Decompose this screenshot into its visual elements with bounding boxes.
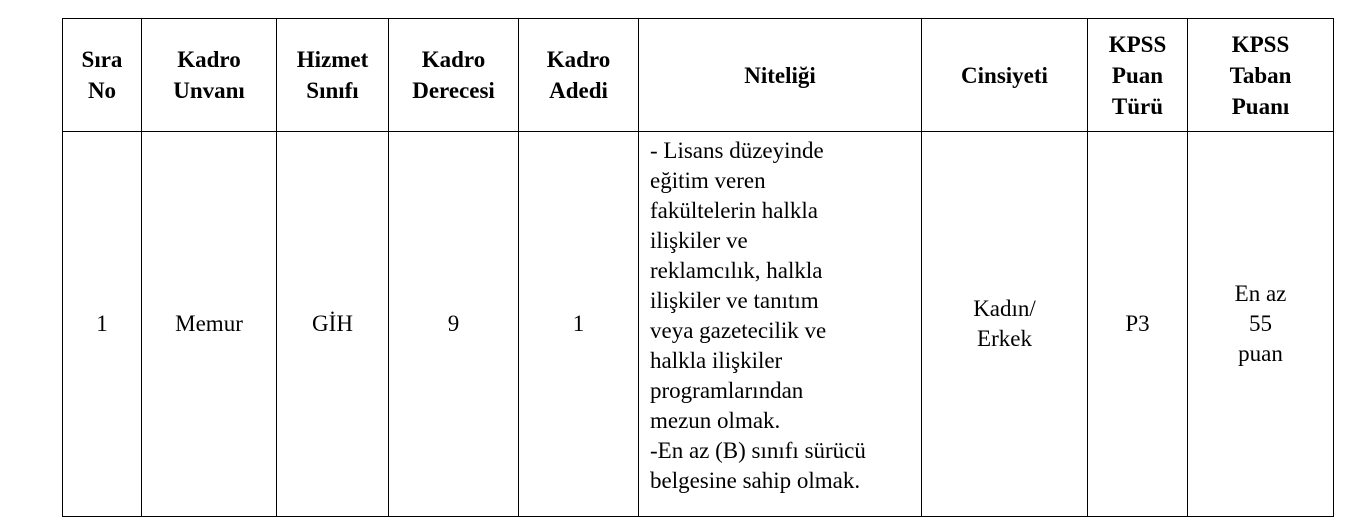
niteligi-line: - Lisans düzeyinde [650, 138, 824, 163]
cell-kadro-adedi: 1 [519, 132, 639, 517]
table-row [63, 132, 1334, 517]
header-line: Sıra [81, 47, 123, 72]
niteligi-line: reklamcılık, halkla [650, 258, 823, 283]
header-line: Kadro [177, 47, 241, 72]
cell-hizmet-sinifi: GİH [277, 132, 389, 517]
header-niteligi [639, 19, 922, 132]
header-line: Puan [1111, 62, 1164, 88]
header-kadro-adedi [519, 19, 639, 132]
header-line: Türü [1111, 93, 1164, 119]
cell-kpss-taban-puani [1188, 132, 1334, 517]
header-line: KPSS [1108, 31, 1167, 57]
header-kpss-puan-turu [1088, 19, 1188, 132]
cell-kpss-puan-turu: P3 [1088, 132, 1188, 517]
cell-kadro-unvani: Memur [142, 132, 277, 517]
header-line: Sınıfı [306, 78, 359, 103]
taban-puani-line: En az [1234, 281, 1287, 306]
niteligi-line: ilişkiler ve [650, 228, 748, 253]
cell-kadro-derecesi: 9 [389, 132, 519, 517]
header-line: No [87, 78, 117, 103]
cinsiyeti-line: Kadın/ [973, 296, 1036, 321]
header-line: Kadro [421, 47, 486, 72]
niteligi-line: mezun olmak. [650, 408, 781, 433]
cell-niteligi [639, 132, 922, 517]
header-kadro-derecesi [389, 19, 519, 132]
niteligi-line: belgesine sahip olmak. [650, 468, 861, 493]
header-cinsiyeti [922, 19, 1088, 132]
header-row [63, 19, 1334, 132]
cell-cinsiyeti [922, 132, 1088, 517]
header-kadro-unvani [142, 19, 277, 132]
cinsiyeti-line: Erkek [977, 326, 1032, 351]
header-line: Derecesi [412, 78, 495, 103]
header-line: Adedi [549, 78, 608, 103]
header-line: Hizmet [296, 47, 369, 72]
header-hizmet-sinifi [277, 19, 389, 132]
niteligi-line: fakültelerin halkla [650, 198, 818, 223]
header-line: KPSS [1231, 31, 1290, 57]
header-line: Unvanı [173, 78, 245, 103]
niteligi-line: -En az (B) sınıfı sürücü [650, 438, 866, 463]
header-line: Kadro [546, 47, 611, 72]
header-line: Puanı [1231, 93, 1290, 119]
kadro-table [62, 18, 1334, 517]
header-line: Niteliği [744, 62, 816, 88]
niteligi-line: eğitim veren [650, 168, 766, 193]
niteligi-line: veya gazetecilik ve [650, 318, 827, 343]
header-line: Taban [1229, 62, 1292, 88]
niteligi-line: ilişkiler ve tanıtım [650, 288, 819, 313]
header-sira-no [63, 19, 142, 132]
taban-puani-line: 55 [1249, 311, 1272, 336]
cell-sira-no: 1 [63, 132, 142, 517]
header-kpss-taban-puani [1188, 19, 1334, 132]
niteligi-line: halkla ilişkiler [650, 348, 783, 373]
niteligi-line: programlarından [650, 378, 804, 403]
taban-puani-line: puan [1238, 341, 1283, 366]
header-line: Cinsiyeti [961, 62, 1048, 88]
